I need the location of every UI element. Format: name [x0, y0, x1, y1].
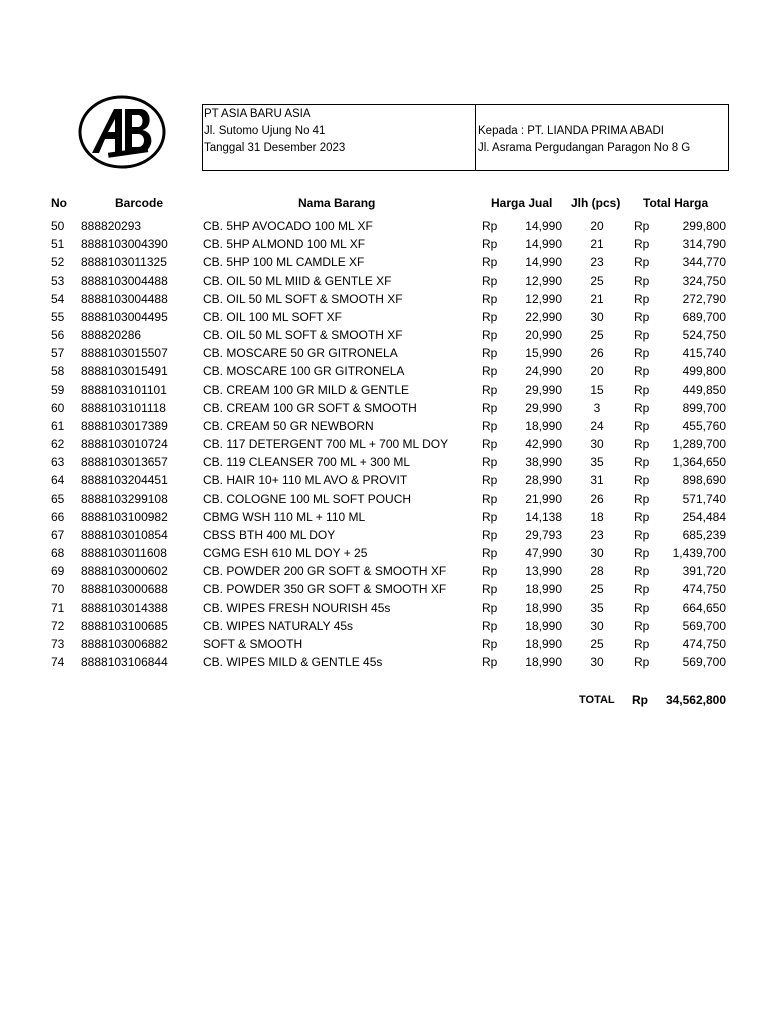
row-qty: 28	[590, 564, 604, 579]
row-total-currency: Rp	[634, 527, 650, 542]
row-no: 73	[51, 636, 65, 651]
table-row	[0, 618, 768, 636]
row-total-currency: Rp	[634, 237, 650, 252]
row-price: 18,990	[525, 618, 562, 633]
row-price-currency: Rp	[482, 309, 498, 324]
row-no: 60	[51, 400, 65, 415]
row-price: 29,990	[525, 400, 562, 415]
row-qty: 30	[590, 546, 604, 561]
table-row	[0, 236, 768, 254]
row-barcode: 8888103100982	[81, 509, 168, 524]
row-price-currency: Rp	[482, 455, 498, 470]
row-item-name: SOFT & SMOOTH	[203, 636, 303, 651]
row-no: 72	[51, 618, 65, 633]
row-total: 524,750	[682, 328, 726, 343]
row-price: 18,990	[525, 600, 562, 615]
row-barcode: 8888103000688	[81, 582, 168, 597]
row-price: 47,990	[525, 546, 562, 561]
row-item-name: CB. 117 DETERGENT 700 ML + 700 ML DOY	[203, 437, 449, 452]
row-price-currency: Rp	[482, 400, 498, 415]
row-qty: 26	[590, 346, 604, 361]
row-total-currency: Rp	[634, 600, 650, 615]
row-total-currency: Rp	[634, 564, 650, 579]
recipient-address: Jl. Asrama Pergudangan Paragon No 8 G	[478, 142, 691, 154]
row-total: 449,850	[682, 382, 726, 397]
row-total: 455,760	[682, 418, 726, 433]
table-row	[0, 636, 768, 654]
row-no: 54	[51, 291, 65, 306]
row-price-currency: Rp	[482, 655, 498, 670]
row-barcode: 8888103004488	[81, 291, 168, 306]
row-barcode: 8888103101101	[81, 382, 167, 397]
row-total: 1,439,700	[672, 546, 726, 561]
row-price: 20,990	[525, 328, 562, 343]
row-barcode: 8888103015507	[81, 346, 168, 361]
invoice-date: Tanggal 31 Desember 2023	[204, 142, 346, 154]
table-row	[0, 436, 768, 454]
row-price: 12,990	[525, 273, 562, 288]
row-item-name: CB. CREAM 100 GR SOFT & SMOOTH	[203, 400, 417, 415]
row-price-currency: Rp	[482, 382, 498, 397]
row-price-currency: Rp	[482, 255, 498, 270]
row-price: 14,990	[525, 255, 562, 270]
row-price-currency: Rp	[482, 600, 498, 615]
row-price: 18,990	[525, 582, 562, 597]
row-price-currency: Rp	[482, 527, 498, 542]
row-total-currency: Rp	[634, 437, 650, 452]
row-barcode: 8888103010854	[81, 527, 168, 542]
row-total-currency: Rp	[634, 655, 650, 670]
row-no: 65	[51, 491, 65, 506]
row-total: 664,650	[682, 600, 726, 615]
col-header-qty: Jlh (pcs)	[571, 196, 621, 210]
row-price-currency: Rp	[482, 636, 498, 651]
row-price: 38,990	[525, 455, 562, 470]
row-total: 474,750	[682, 582, 726, 597]
row-price-currency: Rp	[482, 491, 498, 506]
row-item-name: CB. 5HP AVOCADO 100 ML XF	[203, 219, 373, 233]
row-no: 59	[51, 382, 65, 397]
row-total: 899,700	[682, 400, 726, 415]
row-total: 415,740	[682, 346, 726, 361]
row-qty: 30	[590, 309, 604, 324]
row-total: 569,700	[682, 618, 726, 633]
row-price: 21,990	[525, 491, 562, 506]
row-item-name: CB. 119 CLEANSER 700 ML + 300 ML	[203, 455, 411, 470]
row-total: 474,750	[682, 636, 726, 651]
col-header-name: Nama Barang	[298, 196, 376, 210]
row-qty: 31	[590, 473, 604, 488]
row-no: 50	[51, 219, 65, 233]
row-qty: 25	[590, 273, 604, 288]
row-item-name: CB. OIL 50 ML MIID & GENTLE XF	[203, 273, 392, 288]
row-qty: 35	[590, 455, 604, 470]
row-barcode: 8888103006882	[81, 636, 168, 651]
table-row	[0, 527, 768, 545]
total-label: TOTAL	[579, 694, 615, 706]
row-no: 68	[51, 546, 65, 561]
row-item-name: CB. HAIR 10+ 110 ML AVO & PROVIT	[203, 473, 408, 488]
row-total: 898,690	[682, 473, 726, 488]
row-qty: 25	[590, 636, 604, 651]
row-total: 314,790	[682, 237, 726, 252]
row-qty: 21	[590, 291, 604, 306]
row-item-name: CB. 5HP 100 ML CAMDLE XF	[203, 255, 365, 270]
row-qty: 25	[590, 328, 604, 343]
row-total: 391,720	[682, 564, 726, 579]
row-price: 14,990	[525, 219, 562, 233]
row-price-currency: Rp	[482, 364, 498, 379]
row-barcode: 8888103004488	[81, 273, 168, 288]
row-total: 1,364,650	[672, 455, 726, 470]
row-total-currency: Rp	[634, 636, 650, 651]
total-currency: Rp	[632, 693, 648, 707]
table-row	[0, 382, 768, 400]
col-header-price: Harga Jual	[491, 196, 553, 210]
row-total: 571,740	[682, 491, 726, 506]
row-total-currency: Rp	[634, 382, 650, 397]
table-row	[0, 454, 768, 472]
row-barcode: 8888103204451	[81, 473, 168, 488]
row-price-currency: Rp	[482, 546, 498, 561]
row-total: 272,790	[682, 291, 726, 306]
row-item-name: CB. WIPES MILD & GENTLE 45s	[203, 655, 383, 670]
row-barcode: 8888103101118	[81, 400, 166, 415]
row-price: 18,990	[525, 418, 562, 433]
row-item-name: CB. 5HP ALMOND 100 ML XF	[203, 237, 366, 252]
row-item-name: CB. POWDER 350 GR SOFT & SMOOTH XF	[203, 582, 447, 597]
row-barcode: 8888103004390	[81, 237, 168, 252]
row-total-currency: Rp	[634, 400, 650, 415]
row-barcode: 8888103013657	[81, 455, 168, 470]
row-price: 14,138	[525, 509, 562, 524]
row-barcode: 8888103100685	[81, 618, 168, 633]
row-total-currency: Rp	[634, 219, 650, 233]
row-price-currency: Rp	[482, 273, 498, 288]
table-row	[0, 291, 768, 309]
col-header-no: No	[51, 196, 67, 210]
row-price: 42,990	[525, 437, 562, 452]
row-total: 499,800	[682, 364, 726, 379]
row-price-currency: Rp	[482, 582, 498, 597]
row-barcode: 8888103004495	[81, 309, 168, 324]
row-total-currency: Rp	[634, 255, 650, 270]
row-no: 52	[51, 255, 65, 270]
row-item-name: CB. COLOGNE 100 ML SOFT POUCH	[203, 491, 412, 506]
row-item-name: CB. CREAM 50 GR NEWBORN	[203, 418, 374, 433]
row-price: 18,990	[525, 655, 562, 670]
row-price-currency: Rp	[482, 418, 498, 433]
row-qty: 24	[590, 418, 604, 433]
table-row	[0, 491, 768, 509]
row-qty: 25	[590, 582, 604, 597]
row-price: 15,990	[525, 346, 562, 361]
table-row	[0, 509, 768, 527]
row-qty: 15	[590, 382, 604, 397]
row-no: 58	[51, 364, 65, 379]
row-total: 299,800	[682, 219, 726, 233]
row-total: 1,289,700	[672, 437, 726, 452]
row-item-name: CBSS BTH 400 ML DOY	[203, 527, 336, 542]
row-total: 324,750	[682, 273, 726, 288]
row-barcode: 8888103015491	[81, 364, 168, 379]
row-total: 689,700	[682, 309, 726, 324]
row-total: 569,700	[682, 655, 726, 670]
row-barcode: 888820286	[81, 328, 142, 343]
row-price: 22,990	[525, 309, 562, 324]
row-item-name: CGMG ESH 610 ML DOY + 25	[203, 546, 368, 561]
row-total-currency: Rp	[634, 455, 650, 470]
row-item-name: CB. MOSCARE 50 GR GITRONELA	[203, 346, 398, 361]
row-no: 57	[51, 346, 65, 361]
row-barcode: 8888103017389	[81, 418, 168, 433]
row-item-name: CB. CREAM 100 GR MILD & GENTLE	[203, 382, 410, 397]
row-total-currency: Rp	[634, 291, 650, 306]
row-no: 62	[51, 437, 65, 452]
row-total-currency: Rp	[634, 509, 650, 524]
row-item-name: CB. WIPES NATURALY 45s	[203, 618, 354, 633]
row-item-name: CB. OIL 50 ML SOFT & SMOOTH XF	[203, 328, 403, 343]
row-no: 55	[51, 309, 65, 324]
total-value: 34,562,800	[665, 693, 726, 707]
company-name: PT ASIA BARU ASIA	[204, 108, 311, 120]
row-total: 344,770	[682, 255, 726, 270]
row-price-currency: Rp	[482, 564, 498, 579]
row-price: 18,990	[525, 636, 562, 651]
table-row	[0, 309, 768, 327]
table-row	[0, 345, 768, 363]
table-row	[0, 563, 768, 581]
recipient-name: Kepada : PT. LIANDA PRIMA ABADI	[478, 125, 665, 137]
row-no: 64	[51, 473, 65, 488]
row-no: 67	[51, 527, 65, 542]
company-address: Jl. Sutomo Ujung No 41	[204, 125, 326, 137]
row-no: 74	[51, 655, 65, 670]
row-item-name: CB. POWDER 200 GR SOFT & SMOOTH XF	[203, 564, 447, 579]
row-no: 56	[51, 328, 65, 343]
row-qty: 30	[590, 655, 604, 670]
row-price-currency: Rp	[482, 291, 498, 306]
row-total: 685,239	[682, 527, 726, 542]
row-no: 53	[51, 273, 65, 288]
table-row	[0, 363, 768, 381]
row-barcode: 8888103299108	[81, 491, 168, 506]
col-header-barcode: Barcode	[115, 196, 164, 210]
row-barcode: 8888103011608	[81, 546, 167, 561]
row-qty: 3	[593, 400, 601, 415]
row-item-name: CB. OIL 50 ML SOFT & SMOOTH XF	[203, 291, 403, 306]
row-barcode: 8888103010724	[81, 437, 168, 452]
row-qty: 20	[590, 219, 604, 233]
header-divider	[475, 104, 476, 171]
table-row	[0, 600, 768, 618]
row-price: 24,990	[525, 364, 562, 379]
row-no: 63	[51, 455, 65, 470]
table-row	[0, 545, 768, 563]
row-total-currency: Rp	[634, 328, 650, 343]
table-row	[0, 418, 768, 436]
table-row	[0, 400, 768, 418]
row-barcode: 888820293	[81, 219, 142, 233]
row-price-currency: Rp	[482, 437, 498, 452]
row-price-currency: Rp	[482, 328, 498, 343]
row-no: 71	[51, 600, 65, 615]
row-price-currency: Rp	[482, 346, 498, 361]
row-no: 61	[51, 418, 65, 433]
row-price: 12,990	[525, 291, 562, 306]
row-barcode: 8888103000602	[81, 564, 168, 579]
row-qty: 30	[590, 618, 604, 633]
row-price-currency: Rp	[482, 219, 498, 233]
table-row	[0, 472, 768, 490]
table-row	[0, 327, 768, 345]
row-price-currency: Rp	[482, 473, 498, 488]
row-qty: 21	[590, 237, 604, 252]
row-price: 28,990	[525, 473, 562, 488]
col-header-total: Total Harga	[643, 196, 709, 210]
row-price-currency: Rp	[482, 618, 498, 633]
row-price-currency: Rp	[482, 237, 498, 252]
table-row	[0, 273, 768, 291]
row-total-currency: Rp	[634, 364, 650, 379]
table-row	[0, 218, 768, 236]
row-qty: 35	[590, 600, 604, 615]
row-total-currency: Rp	[634, 582, 650, 597]
row-total-currency: Rp	[634, 273, 650, 288]
row-qty: 26	[590, 491, 604, 506]
row-price: 29,793	[525, 527, 562, 542]
row-no: 70	[51, 582, 65, 597]
row-qty: 18	[590, 509, 604, 524]
row-barcode: 8888103011325	[81, 255, 167, 270]
row-item-name: CB. MOSCARE 100 GR GITRONELA	[203, 364, 405, 379]
row-total-currency: Rp	[634, 418, 650, 433]
table-row	[0, 254, 768, 272]
row-qty: 23	[590, 527, 604, 542]
row-item-name: CB. OIL 100 ML SOFT XF	[203, 309, 342, 324]
row-total-currency: Rp	[634, 618, 650, 633]
row-total-currency: Rp	[634, 491, 650, 506]
row-total-currency: Rp	[634, 346, 650, 361]
row-no: 69	[51, 564, 65, 579]
row-price-currency: Rp	[482, 509, 498, 524]
row-total: 254,484	[682, 509, 726, 524]
row-no: 66	[51, 509, 65, 524]
row-qty: 30	[590, 437, 604, 452]
row-barcode: 8888103014388	[81, 600, 168, 615]
row-price: 14,990	[525, 237, 562, 252]
row-qty: 20	[590, 364, 604, 379]
row-barcode: 8888103106844	[81, 655, 168, 670]
row-total-currency: Rp	[634, 473, 650, 488]
table-row	[0, 654, 768, 672]
company-logo	[78, 95, 166, 169]
row-total-currency: Rp	[634, 546, 650, 561]
row-item-name: CB. WIPES FRESH NOURISH 45s	[203, 600, 391, 615]
row-total-currency: Rp	[634, 309, 650, 324]
row-qty: 23	[590, 255, 604, 270]
row-price: 13,990	[525, 564, 562, 579]
row-item-name: CBMG WSH 110 ML + 110 ML	[203, 509, 366, 524]
row-no: 51	[51, 237, 65, 252]
table-row	[0, 581, 768, 599]
row-price: 29,990	[525, 382, 562, 397]
